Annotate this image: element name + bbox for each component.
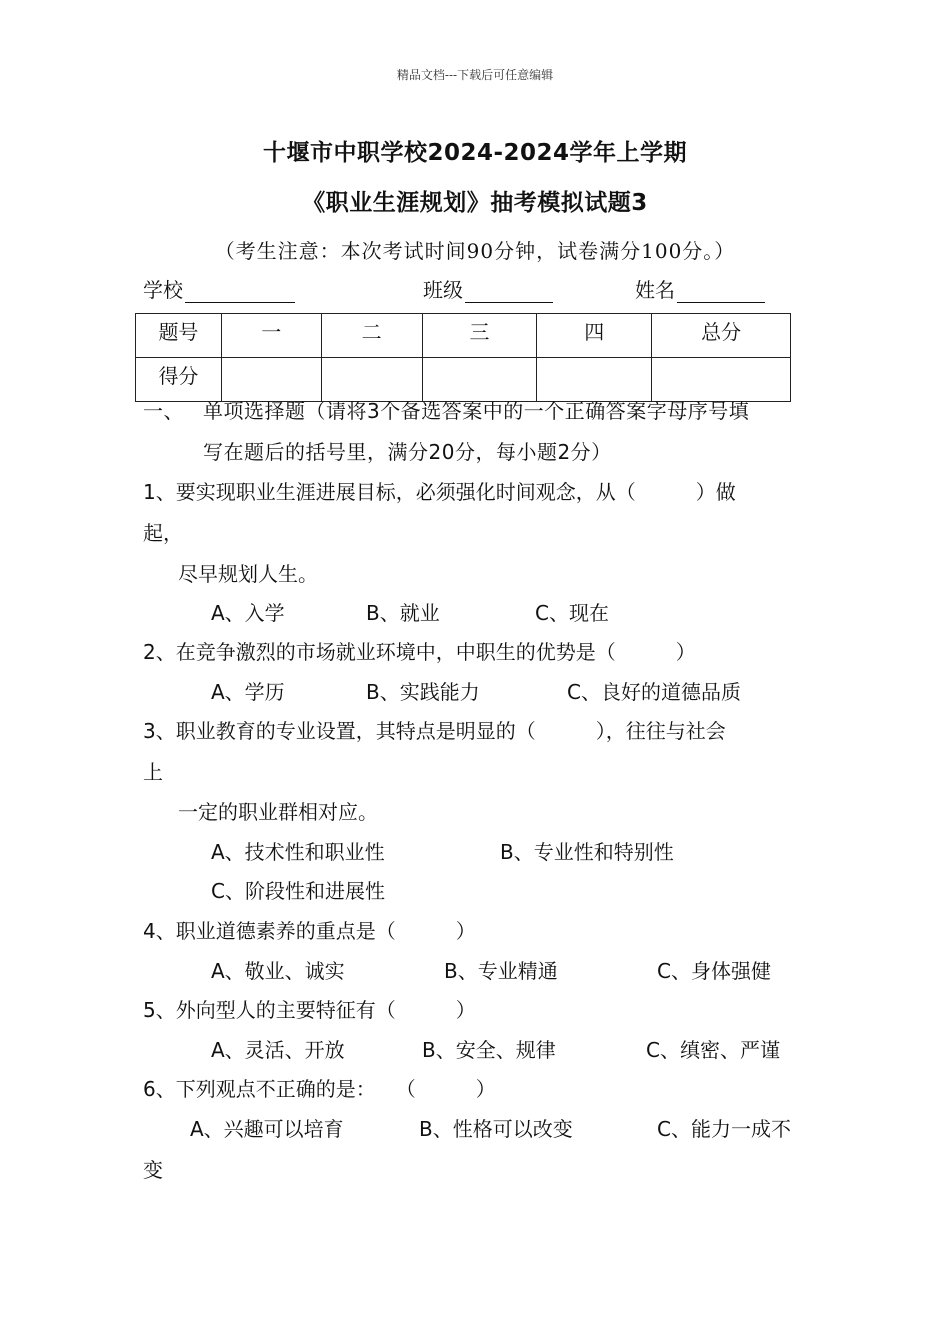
option-c[interactable]: C、阶段性和进展性 xyxy=(211,879,385,903)
question-stem: 1、要实现职业生涯进展目标，必须强化时间观念，从（ ）做 xyxy=(143,480,736,504)
option-c[interactable]: C、缜密、严谨 xyxy=(646,1038,780,1062)
question-stem: 一定的职业群相对应。 xyxy=(178,800,378,824)
class-field[interactable] xyxy=(423,274,553,303)
class-label: 班级 xyxy=(423,278,463,302)
question-stem: 上 xyxy=(143,760,163,784)
option-c[interactable]: C、现在 xyxy=(535,601,609,625)
exam-title-line2: 《职业生涯规划》抽考模拟试题3 xyxy=(302,190,648,216)
option-c[interactable]: C、身体强健 xyxy=(657,959,771,983)
name-label: 姓名 xyxy=(635,278,675,302)
header-note: 精品文档---下载后可任意编辑 xyxy=(396,68,554,82)
question-stem: 尽早规划人生。 xyxy=(178,562,318,586)
option-a[interactable]: A、灵活、开放 xyxy=(211,1038,345,1062)
question-stem: 6、下列观点不正确的是： （ ） xyxy=(143,1077,496,1101)
student-info-row xyxy=(143,274,783,302)
option-b[interactable]: B、专业精通 xyxy=(444,959,558,983)
column-header: 总分 xyxy=(652,314,791,358)
option-b[interactable]: B、专业性和特别性 xyxy=(500,840,674,864)
option-c[interactable]: C、能力一成不 xyxy=(657,1117,791,1141)
school-label: 学校 xyxy=(143,278,183,302)
column-header: 一 xyxy=(221,314,321,358)
option-b[interactable]: B、实践能力 xyxy=(366,680,480,704)
option-a[interactable]: A、技术性和职业性 xyxy=(211,840,385,864)
column-header: 三 xyxy=(422,314,537,358)
section-title-line1: 单项选择题（请将3个备选答案中的一个正确答案字母序号填 xyxy=(203,399,750,423)
score-table-score-row xyxy=(136,358,791,402)
question-stem: 5、外向型人的主要特征有（ ） xyxy=(143,998,476,1022)
option-c-continued: 变 xyxy=(143,1158,163,1182)
option-a[interactable]: A、入学 xyxy=(211,601,285,625)
score-cell[interactable] xyxy=(321,358,422,402)
score-table-header-row xyxy=(136,314,791,358)
question-stem: 2、在竞争激烈的市场就业环境中，中职生的优势是（ ） xyxy=(143,640,696,664)
column-header: 二 xyxy=(321,314,422,358)
option-c[interactable]: C、良好的道德品质 xyxy=(567,680,741,704)
name-blank[interactable] xyxy=(677,282,765,303)
score-cell[interactable] xyxy=(422,358,537,402)
score-table xyxy=(135,313,791,402)
score-label: 得分 xyxy=(136,358,222,402)
option-b[interactable]: B、就业 xyxy=(366,601,440,625)
question-stem: 4、职业道德素养的重点是（ ） xyxy=(143,919,476,943)
section-title-line2: 写在题后的括号里，满分20分，每小题2分） xyxy=(203,440,612,464)
school-blank[interactable] xyxy=(185,282,295,303)
option-b[interactable]: B、安全、规律 xyxy=(422,1038,556,1062)
option-b[interactable]: B、性格可以改变 xyxy=(419,1117,573,1141)
question-stem: 起， xyxy=(143,521,183,545)
score-cell[interactable] xyxy=(537,358,652,402)
name-field[interactable] xyxy=(635,274,765,303)
score-cell[interactable] xyxy=(652,358,791,402)
option-a[interactable]: A、兴趣可以培育 xyxy=(190,1117,344,1141)
score-cell[interactable] xyxy=(221,358,321,402)
exam-title-line1: 十堰市中职学校2024-2024学年上学期 xyxy=(262,140,688,166)
column-header: 四 xyxy=(537,314,652,358)
question-stem: 3、职业教育的专业设置，其特点是明显的（ ），往往与社会 xyxy=(143,719,726,743)
section-number: 一、 xyxy=(143,399,184,423)
question-number-label: 题号 xyxy=(136,314,222,358)
school-field[interactable] xyxy=(143,274,295,303)
exam-notice: （考生注意：本次考试时间90分钟，试卷满分100分。） xyxy=(214,239,736,263)
option-a[interactable]: A、学历 xyxy=(211,680,285,704)
option-a[interactable]: A、敬业、诚实 xyxy=(211,959,345,983)
class-blank[interactable] xyxy=(465,282,553,303)
